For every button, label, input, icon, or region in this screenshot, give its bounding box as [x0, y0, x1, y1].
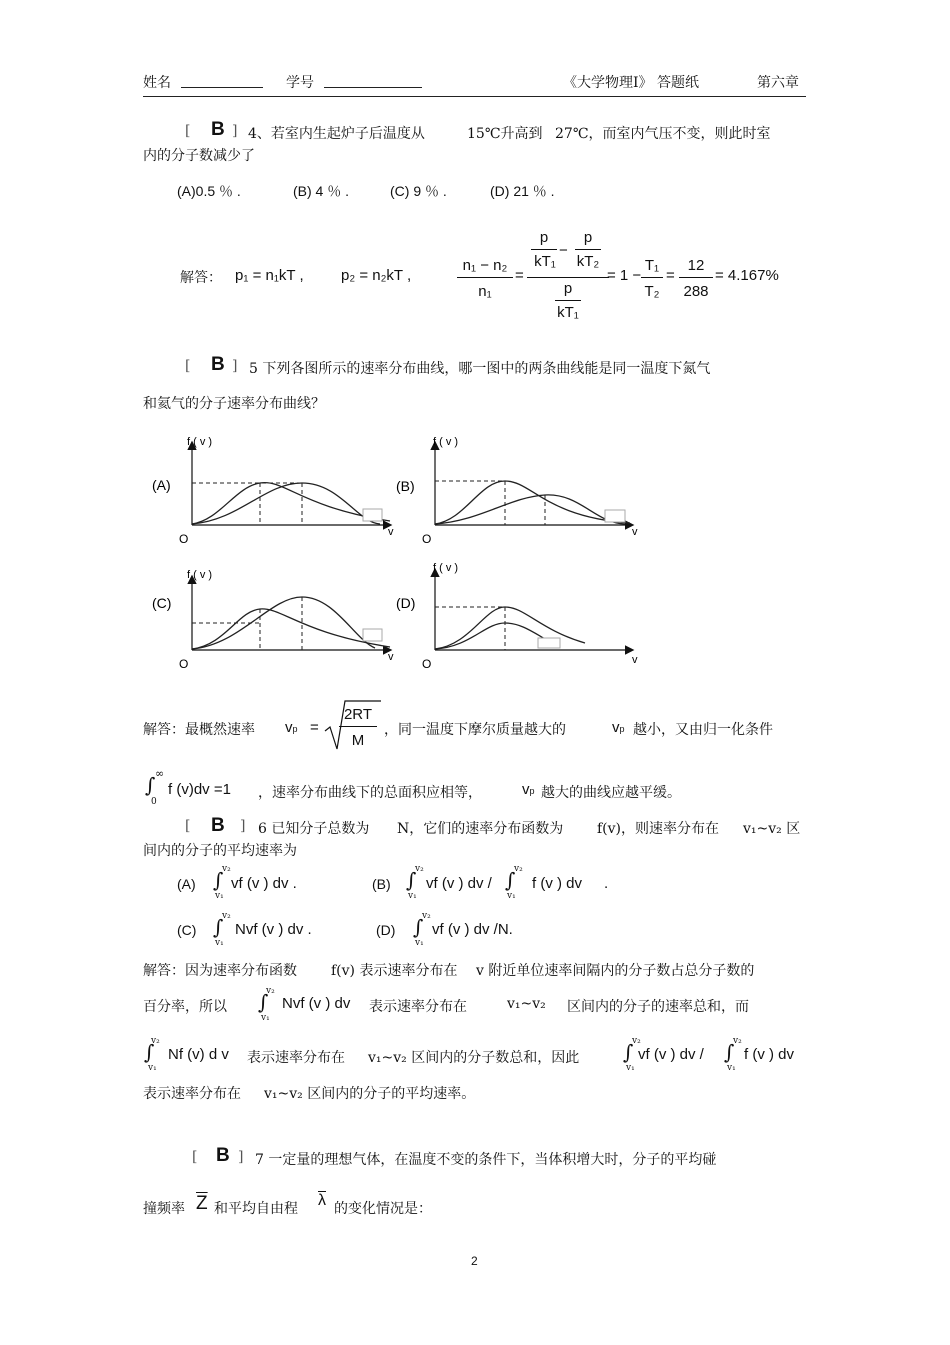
q4-big-kt-bottom: kT₁	[557, 304, 579, 321]
q6-solution-3e: f (v ) dv	[744, 1046, 795, 1063]
q5-solution-2: ，速率分布曲线下的总面积应相等，	[258, 785, 482, 801]
q6-s3-lower: v₁	[148, 1063, 157, 1073]
graph-c-label: (C)	[152, 595, 172, 611]
q7-bracket-close: ]	[238, 1149, 244, 1165]
integral-icon: ∫	[258, 990, 269, 1014]
q4-text-line2: 内的分子数减少了	[143, 148, 255, 164]
q4-option-a: (A)0.5 ％ .	[177, 183, 241, 199]
q6-option-c: Nvf (v ) dv .	[235, 921, 312, 938]
q5-solution-2b: 越大的曲线应越平缓。	[541, 785, 681, 801]
q6-solution-2c: 表示速率分布在	[369, 999, 467, 1015]
q6-c-lower: v₁	[215, 938, 224, 948]
q4-small-bar3	[555, 300, 581, 301]
q4-t-den: T₂	[644, 283, 660, 300]
integral-icon: ∫	[505, 868, 516, 892]
q4-r-num: 12	[687, 257, 705, 274]
q4-option-c: (C) 9 ％ .	[390, 183, 447, 199]
q6-s3b-upper: v₂	[632, 1036, 641, 1046]
name-label: 姓名	[143, 75, 171, 91]
integral-icon: ∫	[623, 1040, 634, 1064]
graph-d-origin: O	[422, 657, 432, 671]
q6-solution-3a: Nf (v) d v	[168, 1046, 229, 1063]
q5-vp3	[522, 781, 535, 798]
q4-t-num: T₁	[644, 257, 660, 274]
q4-text: 4、若室内生起炉子后温度从	[248, 126, 425, 142]
q5-int-upper: ∞	[155, 767, 165, 780]
q5-sqrt-den: M	[351, 732, 365, 749]
q6-a-upper: v₂	[222, 864, 231, 874]
chapter-label: 第六章	[757, 75, 799, 91]
q7-text-2a: 撞频率	[143, 1201, 185, 1217]
q6-solution-3c: v₁~v₂ 区间内的分子数总和，因此	[368, 1050, 580, 1066]
graph-a	[152, 436, 394, 546]
q6-solution-2b: Nvf (v ) dv	[282, 995, 351, 1012]
q6-solution-2a: 百分率，所以	[143, 999, 227, 1015]
q5-sqrt-bar	[339, 726, 377, 727]
q4-eq-p2: p₂ = n₂kT ,	[341, 267, 412, 284]
q4-small-bar1	[531, 249, 557, 250]
graph-a-origin: O	[179, 532, 189, 546]
q4-minus: −	[559, 242, 568, 259]
q4-one-minus: = 1 −	[607, 267, 642, 284]
q6-b2-lower: v₁	[507, 891, 516, 901]
graph-c-yaxis: f ( v )	[187, 569, 213, 581]
graph-c	[152, 569, 394, 671]
q6-text-1b: N，它们的速率分布函数为	[397, 821, 564, 837]
q6-solution-1b: f(v) 表示速率分布在	[331, 963, 458, 979]
graph-d-xaxis: v	[632, 654, 638, 666]
q7-text-line1: 7 一定量的理想气体，在温度不变的条件下，当体积增大时，分子的平均碰	[255, 1152, 717, 1168]
graph-a-xaxis: v	[388, 526, 394, 538]
q6-s3-upper: v₂	[151, 1036, 160, 1046]
q5-solution-1a: 解答：最概然速率	[143, 722, 255, 738]
graph-d-label: (D)	[396, 595, 416, 611]
graph-b-origin: O	[422, 532, 432, 546]
id-blank	[324, 73, 422, 88]
graph-b	[396, 436, 638, 546]
q5-bracket-open: [	[185, 358, 191, 374]
q5-text-line2: 和氦气的分子速率分布曲线？	[143, 396, 325, 412]
q6-text-1c: f(v)，则速率分布在	[597, 821, 720, 837]
graph-b-yaxis: f ( v )	[433, 436, 459, 448]
integral-icon: ∫	[145, 773, 156, 797]
q6-s3b-lower: v₁	[626, 1063, 635, 1073]
q4-answer: B	[211, 119, 225, 140]
q6-b-upper: v₂	[415, 864, 424, 874]
q5-eq: =	[310, 719, 319, 736]
q4-big-p1: p	[539, 229, 549, 246]
q4-lhs-bar	[457, 277, 513, 278]
q6-c-upper: v₂	[222, 911, 231, 921]
q7-text-2b: 和平均自由程	[214, 1201, 298, 1217]
q6-option-a: vf (v ) dv .	[231, 875, 297, 892]
q6-option-d: vf (v ) dv /N.	[432, 921, 513, 938]
q6-s2-lower: v₁	[261, 1013, 270, 1023]
q6-bracket-open: [	[185, 818, 191, 834]
q5-solution-1c: 越小，又由归一化条件	[633, 722, 773, 738]
q4-big-p2: p	[583, 229, 593, 246]
q7-z-bar: $\overline{Z}$	[196, 1193, 208, 1214]
integral-icon: ∫	[413, 915, 424, 939]
q5-graphs	[140, 425, 670, 680]
q6-solution-1a: 解答：因为速率分布函数	[143, 963, 297, 979]
q4-option-d: (D) 21 ％ .	[490, 183, 555, 199]
q4-eq-sign2: =	[666, 267, 675, 284]
q4-option-b: (B) 4 ％ .	[293, 183, 350, 199]
q6-solution-4b: v₁~v₂ 区间内的分子的平均速率。	[264, 1086, 476, 1102]
graph-d-yaxis: f ( v )	[433, 562, 459, 574]
q4-big-bar	[527, 277, 609, 278]
q4-t1: 15℃升高到	[467, 126, 543, 142]
q6-option-a-label: (A)	[177, 876, 196, 892]
q6-solution-3b: 表示速率分布在	[247, 1050, 345, 1066]
q6-option-b-end: .	[604, 875, 609, 892]
q6-option-b2: f (v ) dv	[532, 875, 583, 892]
q5-vp-sub: p	[292, 724, 298, 734]
q7-text-2c: 的变化情况是：	[334, 1201, 432, 1217]
integral-icon: ∫	[213, 915, 224, 939]
q6-solution-2d: v₁~v₂	[507, 996, 546, 1012]
course-title: 《大学物理Ⅰ》 答题纸	[563, 75, 699, 91]
q5-sqrt-num: 2RT	[343, 706, 373, 723]
q5-text-line1: 5 下列各图所示的速率分布曲线，哪一图中的两条曲线能是同一温度下氮气	[249, 361, 711, 377]
integral-icon: ∫	[724, 1040, 735, 1064]
integral-icon: ∫	[144, 1040, 155, 1064]
q6-text-1d: v₁~v₂ 区	[743, 821, 801, 837]
q5-vp3-sub: p	[529, 786, 535, 796]
q6-text-2: 间内的分子的平均速率为	[143, 843, 297, 859]
q5-vp	[285, 719, 298, 736]
integral-icon: ∫	[406, 868, 417, 892]
id-label: 学号	[286, 75, 314, 91]
q4-solution-label: 解答：	[180, 270, 222, 286]
q6-b-lower: v₁	[408, 891, 417, 901]
graph-a-label: (A)	[152, 477, 171, 493]
graph-c-origin: O	[179, 657, 189, 671]
graph-a-yaxis: f ( v )	[187, 436, 213, 448]
q4-bracket-close: ]	[232, 123, 238, 139]
q5-vp3-v: v	[522, 781, 530, 798]
q4-small-bar2	[575, 249, 601, 250]
q5-solution-1b: ，同一温度下摩尔质量越大的	[384, 722, 566, 738]
q5-vp2-sub: p	[619, 724, 625, 734]
q6-answer: B	[211, 815, 225, 836]
q7-lambda-bar: $\overline{\lambda}$	[318, 1192, 326, 1209]
q4-eq-p1: p₁ = n₁kT ,	[235, 267, 304, 284]
q5-vp2-v: v	[612, 719, 620, 736]
q6-option-c-label: (C)	[177, 922, 197, 938]
graph-c-xaxis: v	[388, 651, 394, 663]
q4-big-kt1: kT₁	[534, 253, 556, 270]
q4-result: = 4.167%	[715, 267, 779, 284]
q5-vp2	[612, 719, 625, 736]
q5-int-lower: 0	[151, 797, 157, 807]
q6-option-b1: vf (v ) dv /	[426, 875, 492, 892]
q6-b2-upper: v₂	[514, 864, 523, 874]
q4-t2: 27℃，而室内气压不变，则此时室	[555, 126, 771, 142]
q6-text-1a: 6 已知分子总数为	[258, 821, 370, 837]
q4-big-p3: p	[563, 280, 573, 297]
q6-option-d-label: (D)	[376, 922, 396, 938]
q6-bracket-close: ]	[240, 818, 246, 834]
q6-solution-4: 表示速率分布在	[143, 1086, 241, 1102]
q4-r-bar	[679, 277, 713, 278]
q6-s3c-lower: v₁	[727, 1063, 736, 1073]
graph-d	[396, 562, 638, 671]
q6-solution-2e: 区间内的分子的速率总和，而	[567, 999, 749, 1015]
q4-lhs-den: n₁	[478, 283, 492, 300]
q4-bracket-open: [	[185, 123, 191, 139]
q6-a-lower: v₁	[215, 891, 224, 901]
q7-bracket-open: [	[192, 1149, 198, 1165]
name-blank	[181, 73, 263, 88]
header-rule	[143, 96, 806, 97]
q5-vp-v: v	[285, 719, 293, 736]
q5-bracket-close: ]	[232, 358, 238, 374]
q4-r-den: 288	[683, 283, 709, 300]
graph-b-xaxis: v	[632, 526, 638, 538]
page-number: 2	[471, 1254, 478, 1268]
q6-option-b-label: (B)	[372, 876, 391, 892]
q6-d-lower: v₁	[415, 938, 424, 948]
q6-s3c-upper: v₂	[733, 1036, 742, 1046]
q4-lhs-num: n₁ − n₂	[462, 257, 508, 274]
q5-answer: B	[211, 354, 225, 375]
q6-solution-3d: vf (v ) dv /	[638, 1046, 704, 1063]
q6-solution-1c: v 附近单位速率间隔内的分子数占总分子数的	[476, 963, 755, 979]
q4-t-bar	[641, 277, 663, 278]
q5-int-expr: f (v)dv =1	[168, 781, 231, 798]
q4-eq-sign1: =	[515, 267, 524, 284]
integral-icon: ∫	[213, 868, 224, 892]
q6-d-upper: v₂	[422, 911, 431, 921]
q4-big-kt2: kT₂	[576, 253, 600, 270]
q6-s2-upper: v₂	[266, 986, 275, 996]
graph-b-label: (B)	[396, 478, 415, 494]
q7-answer: B	[216, 1145, 230, 1166]
